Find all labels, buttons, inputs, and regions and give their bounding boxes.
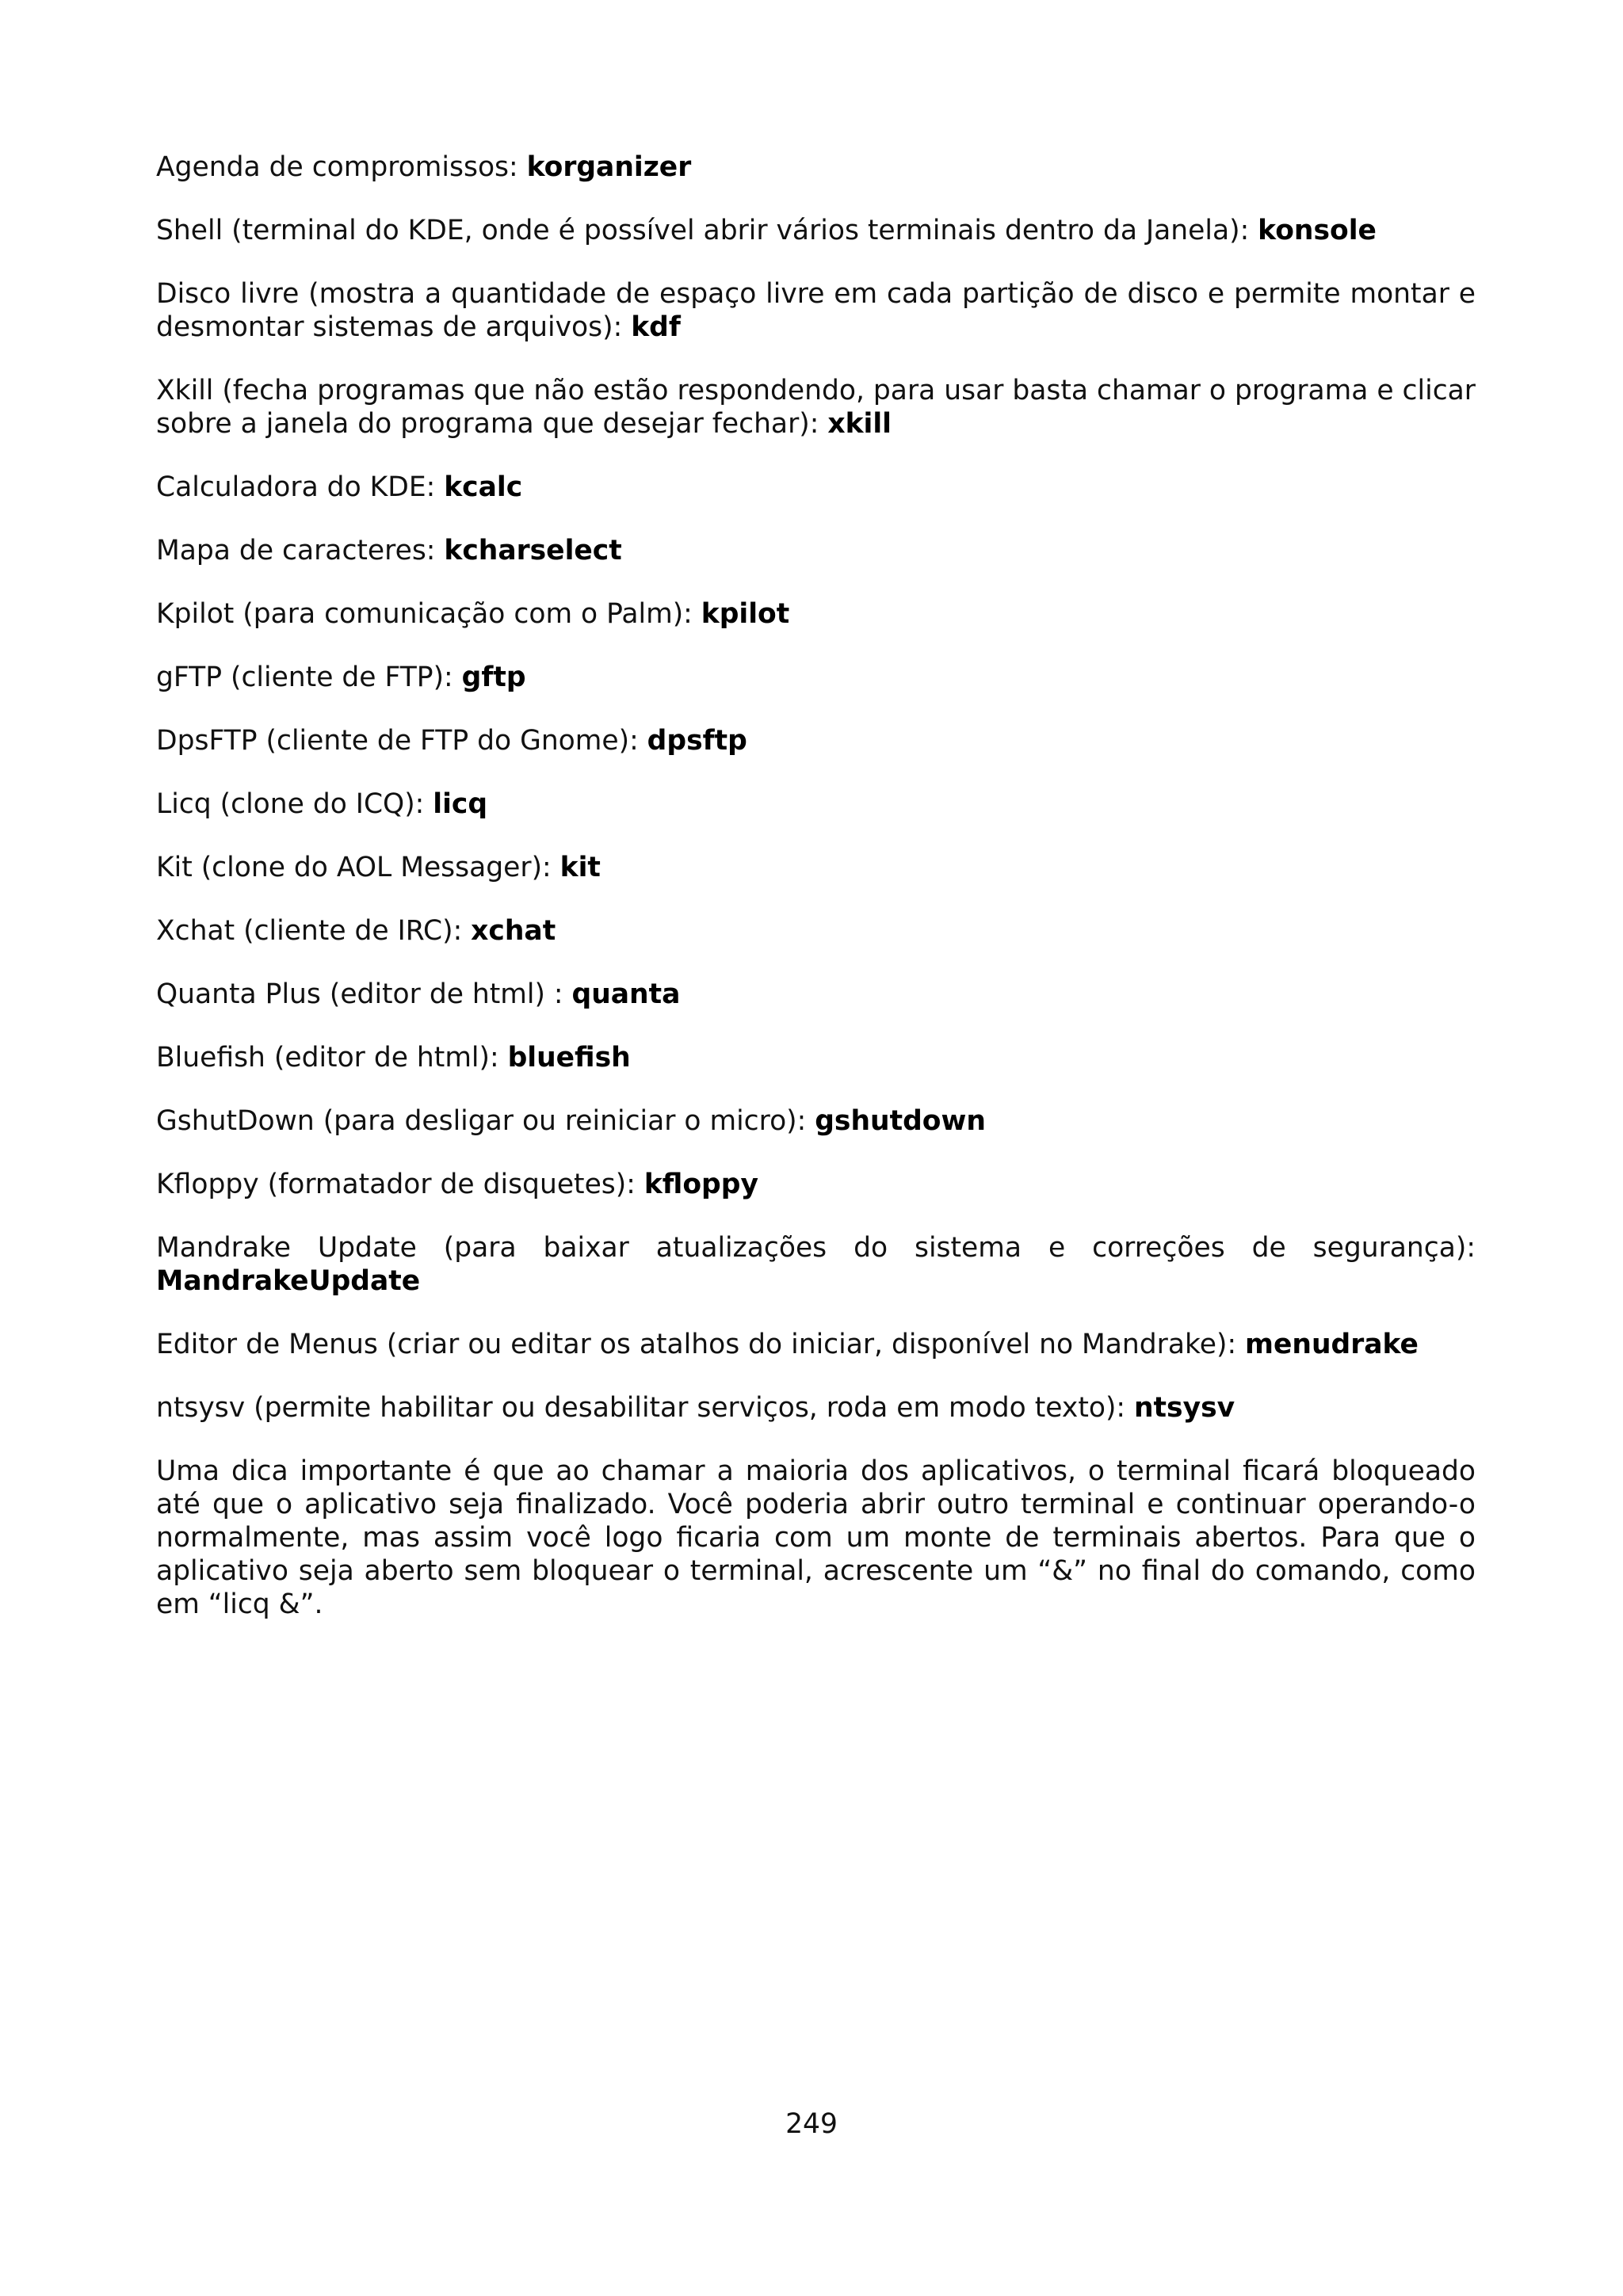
entry-menudrake (156, 1328, 1476, 1361)
entry-kdf (156, 277, 1476, 344)
entry-kfloppy (156, 1168, 1476, 1201)
entry-ntsysv (156, 1391, 1476, 1425)
entry-command: xchat (471, 915, 556, 947)
entry-command: kfloppy (643, 1169, 758, 1200)
entry-label: Shell (terminal do KDE, onde é possível abrir vários terminais dentro da Janela): (156, 215, 1258, 246)
entry-label: Bluefish (editor de html): (156, 1042, 508, 1074)
entry-xkill (156, 374, 1476, 441)
entry-label: GshutDown (para desligar ou reiniciar o micro): (156, 1105, 815, 1137)
entry-bluefish (156, 1041, 1476, 1074)
entry-label: Licq (clone do ICQ): (156, 788, 433, 820)
entry-command: kpilot (701, 598, 790, 630)
entry-kpilot (156, 597, 1476, 631)
entry-command: xkill (827, 408, 892, 440)
entry-command: bluefish (507, 1042, 631, 1074)
entry-quanta (156, 978, 1476, 1011)
entry-label: DpsFTP (cliente de FTP do Gnome): (156, 725, 647, 757)
entry-xchat (156, 914, 1476, 948)
entry-label: Calculadora do KDE: (156, 471, 445, 503)
entry-label: Mapa de caracteres: (156, 535, 445, 566)
entry-command: gshutdown (815, 1105, 986, 1137)
entry-label: Kfloppy (formatador de disquetes): (156, 1169, 644, 1200)
entry-kit (156, 851, 1476, 884)
entry-licq (156, 788, 1476, 821)
entry-label: Disco livre (mostra a quantidade de espaço livre em cada partição de disco e permite montar e desmontar sistemas de arquivos): (156, 278, 1476, 343)
entry-label: Quanta Plus (editor de html) : (156, 978, 572, 1010)
entry-label: Kpilot (para comunicação com o Palm): (156, 598, 701, 630)
entry-konsole (156, 214, 1476, 247)
entry-gftp (156, 661, 1476, 694)
entry-kcalc (156, 471, 1476, 504)
entry-command: gftp (461, 662, 526, 693)
entry-label: Xchat (cliente de IRC): (156, 915, 472, 947)
entry-command: licq (433, 788, 488, 820)
entry-dpsftp (156, 724, 1476, 757)
entry-command: kcharselect (444, 535, 622, 566)
entry-command: kit (559, 852, 601, 883)
entry-command: quanta (571, 978, 681, 1010)
tip-paragraph: Uma dica importante é que ao chamar a maioria dos aplicativos, o terminal ficará bloqueado até que o aplicativo seja finalizado. Você poderia abrir outro terminal e continuar operando-o normalmente, mas assim você logo ficaria com um monte de terminais abertos. Para que o aplicativo seja aberto sem bloquear o terminal, acrescente um “&” no final do comando, como em “licq &”. (156, 1455, 1476, 1620)
entry-command: kcalc (444, 471, 523, 503)
page-number: 249 (785, 2108, 838, 2140)
entry-gshutdown (156, 1104, 1476, 1138)
entry-command: MandrakeUpdate (156, 1265, 421, 1297)
entry-korganizer (156, 151, 1476, 184)
entry-command: konsole (1258, 215, 1377, 246)
entry-label: Kit (clone do AOL Messager): (156, 852, 560, 883)
entry-command: dpsftp (647, 725, 747, 757)
entry-label: ntsysv (permite habilitar ou desabilitar serviços, roda em modo texto): (156, 1392, 1134, 1424)
entry-command: kdf (631, 311, 681, 343)
entry-label: Xkill (fecha programas que não estão respondendo, para usar basta chamar o programa e clicar sobre a janela do programa que desejar fechar): (156, 375, 1476, 440)
entry-label: Agenda de compromissos: (156, 151, 527, 183)
entry-command: korganizer (526, 151, 692, 183)
entry-label: Mandrake Update (para baixar atualizações do sistema e correções de segurança): (156, 1232, 1476, 1264)
entry-kcharselect (156, 534, 1476, 567)
page-body (156, 151, 1476, 1621)
entry-command: ntsysv (1134, 1392, 1235, 1424)
entry-label: Editor de Menus (criar ou editar os atalhos do iniciar, disponível no Mandrake): (156, 1329, 1246, 1360)
entry-label: gFTP (cliente de FTP): (156, 662, 462, 693)
entry-command: menudrake (1245, 1329, 1419, 1360)
entry-mandrakeupdate (156, 1231, 1476, 1298)
